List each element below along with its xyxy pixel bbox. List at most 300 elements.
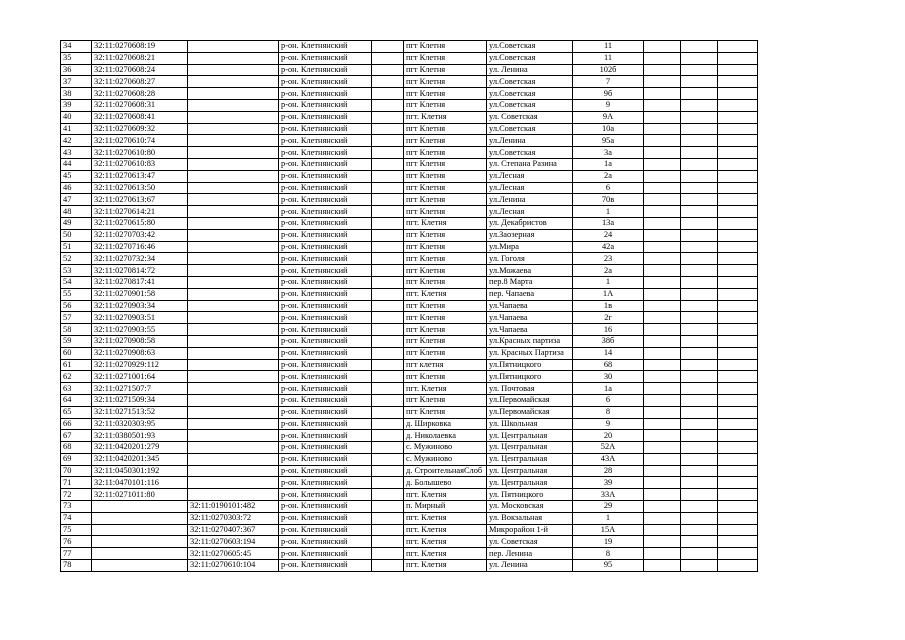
street-cell: ул.Ленина <box>487 135 573 147</box>
row-number-cell: 50 <box>61 229 92 241</box>
house-number-cell: 11 <box>573 41 644 53</box>
table-row <box>61 335 758 347</box>
blank-col-cell <box>372 52 404 64</box>
cadastral-number-alt-cell <box>188 147 279 159</box>
cadastral-number-cell: 32:11:0270615:80 <box>92 217 188 229</box>
extra-col-1-cell <box>644 64 681 76</box>
extra-col-1-cell <box>644 324 681 336</box>
extra-col-1-cell <box>644 206 681 218</box>
house-number-cell: 13а <box>573 217 644 229</box>
cadastral-number-cell: 32:11:0270929:112 <box>92 359 188 371</box>
cadastral-number-alt-cell <box>188 217 279 229</box>
cadastral-number-cell: 32:11:0270613:67 <box>92 194 188 206</box>
street-cell: ул. Почтовая <box>487 383 573 395</box>
table-row <box>61 194 758 206</box>
extra-col-2-cell <box>681 312 718 324</box>
street-cell: пер. Чапаева <box>487 288 573 300</box>
extra-col-1-cell <box>644 158 681 170</box>
table-row <box>61 383 758 395</box>
settlement-cell: пгт клетня <box>404 359 487 371</box>
table-row <box>61 276 758 288</box>
extra-col-1-cell <box>644 335 681 347</box>
table-row <box>61 324 758 336</box>
street-cell: ул.Советская <box>487 99 573 111</box>
row-number-cell: 62 <box>61 371 92 383</box>
cadastral-number-cell: 32:11:0380501:93 <box>92 430 188 442</box>
row-number-cell: 48 <box>61 206 92 218</box>
extra-col-3-cell <box>718 536 758 548</box>
extra-col-2-cell <box>681 135 718 147</box>
row-number-cell: 63 <box>61 383 92 395</box>
table-row <box>61 76 758 88</box>
row-number-cell: 44 <box>61 158 92 170</box>
extra-col-1-cell <box>644 99 681 111</box>
settlement-cell: пгт Клетня <box>404 76 487 88</box>
blank-col-cell <box>372 229 404 241</box>
street-cell: ул. Центральная <box>487 465 573 477</box>
cadastral-number-cell <box>92 548 188 560</box>
blank-col-cell <box>372 524 404 536</box>
district-cell: р-он. Клетнянский <box>279 276 372 288</box>
street-cell: ул. Центральная <box>487 453 573 465</box>
settlement-cell: пгт Клетня <box>404 241 487 253</box>
extra-col-3-cell <box>718 300 758 312</box>
extra-col-2-cell <box>681 371 718 383</box>
street-cell: ул.Чапаева <box>487 312 573 324</box>
settlement-cell: пгт. Клетня <box>404 489 487 501</box>
table-row <box>61 300 758 312</box>
cadastral-number-alt-cell <box>188 453 279 465</box>
cadastral-number-alt-cell: 32:11:0270303:72 <box>188 512 279 524</box>
extra-col-2-cell <box>681 241 718 253</box>
blank-col-cell <box>372 536 404 548</box>
row-number-cell: 40 <box>61 111 92 123</box>
settlement-cell: пгт Клетня <box>404 324 487 336</box>
house-number-cell: 52А <box>573 442 644 454</box>
district-cell: р-он. Клетнянский <box>279 524 372 536</box>
row-number-cell: 45 <box>61 170 92 182</box>
row-number-cell: 55 <box>61 288 92 300</box>
blank-col-cell <box>372 312 404 324</box>
table-row <box>61 288 758 300</box>
cadastral-number-cell: 32:11:0270716:46 <box>92 241 188 253</box>
extra-col-1-cell <box>644 394 681 406</box>
district-cell: р-он. Клетнянский <box>279 300 372 312</box>
settlement-cell: пгт Клетня <box>404 99 487 111</box>
district-cell: р-он. Клетнянский <box>279 406 372 418</box>
extra-col-3-cell <box>718 41 758 53</box>
cadastral-number-cell: 32:11:0270614:21 <box>92 206 188 218</box>
district-cell: р-он. Клетнянский <box>279 194 372 206</box>
extra-col-3-cell <box>718 312 758 324</box>
table-row <box>61 430 758 442</box>
table-row <box>61 560 758 572</box>
blank-col-cell <box>372 442 404 454</box>
settlement-cell: пгт Клетня <box>404 276 487 288</box>
street-cell: ул.Чапаева <box>487 324 573 336</box>
settlement-cell: пгт Клетня <box>404 170 487 182</box>
extra-col-1-cell <box>644 253 681 265</box>
district-cell: р-он. Клетнянский <box>279 88 372 100</box>
street-cell: ул.Первомайская <box>487 394 573 406</box>
table-row <box>61 477 758 489</box>
blank-col-cell <box>372 276 404 288</box>
cadastral-number-alt-cell <box>188 135 279 147</box>
district-cell: р-он. Клетнянский <box>279 76 372 88</box>
extra-col-2-cell <box>681 41 718 53</box>
table-row <box>61 88 758 100</box>
district-cell: р-он. Клетнянский <box>279 335 372 347</box>
street-cell: ул. Вокзальная <box>487 512 573 524</box>
table-row <box>61 442 758 454</box>
extra-col-2-cell <box>681 99 718 111</box>
cadastral-number-cell: 32:11:0270610:74 <box>92 135 188 147</box>
street-cell: ул. Степана Разина <box>487 158 573 170</box>
house-number-cell: 2г <box>573 312 644 324</box>
settlement-cell: пгт Клетня <box>404 335 487 347</box>
table-row <box>61 99 758 111</box>
settlement-cell: пгт Клетня <box>404 158 487 170</box>
street-cell: пер.8 Марта <box>487 276 573 288</box>
street-cell: ул.Пятницкого <box>487 359 573 371</box>
extra-col-2-cell <box>681 76 718 88</box>
house-number-cell: 11 <box>573 52 644 64</box>
cadastral-number-alt-cell <box>188 52 279 64</box>
district-cell: р-он. Клетнянский <box>279 347 372 359</box>
blank-col-cell <box>372 76 404 88</box>
row-number-cell: 68 <box>61 442 92 454</box>
cadastral-number-alt-cell <box>188 347 279 359</box>
settlement-cell: пгт. Клетня <box>404 524 487 536</box>
extra-col-1-cell <box>644 312 681 324</box>
extra-col-2-cell <box>681 489 718 501</box>
street-cell: ул.Пятницкого <box>487 371 573 383</box>
extra-col-2-cell <box>681 182 718 194</box>
extra-col-3-cell <box>718 512 758 524</box>
district-cell: р-он. Клетнянский <box>279 477 372 489</box>
district-cell: р-он. Клетнянский <box>279 229 372 241</box>
row-number-cell: 66 <box>61 418 92 430</box>
cadastral-number-alt-cell <box>188 88 279 100</box>
extra-col-3-cell <box>718 418 758 430</box>
blank-col-cell <box>372 335 404 347</box>
house-number-cell: 29 <box>573 501 644 513</box>
street-cell: ул. Красных Партиза <box>487 347 573 359</box>
extra-col-3-cell <box>718 182 758 194</box>
district-cell: р-он. Клетнянский <box>279 312 372 324</box>
extra-col-2-cell <box>681 206 718 218</box>
district-cell: р-он. Клетнянский <box>279 536 372 548</box>
house-number-cell: 33А <box>573 489 644 501</box>
cadastral-number-alt-cell <box>188 477 279 489</box>
cadastral-number-cell: 32:11:0270608:21 <box>92 52 188 64</box>
district-cell: р-он. Клетнянский <box>279 265 372 277</box>
street-cell: ул. Пятницкого <box>487 489 573 501</box>
cadastral-number-alt-cell <box>188 383 279 395</box>
cadastral-number-alt-cell <box>188 253 279 265</box>
row-number-cell: 47 <box>61 194 92 206</box>
district-cell: р-он. Клетнянский <box>279 465 372 477</box>
row-number-cell: 61 <box>61 359 92 371</box>
extra-col-1-cell <box>644 194 681 206</box>
district-cell: р-он. Клетнянский <box>279 170 372 182</box>
cadastral-number-cell: 32:11:0270608:41 <box>92 111 188 123</box>
street-cell: пер. Ленина <box>487 548 573 560</box>
extra-col-3-cell <box>718 501 758 513</box>
cadastral-number-alt-cell: 32:11:0270605:45 <box>188 548 279 560</box>
blank-col-cell <box>372 217 404 229</box>
blank-col-cell <box>372 111 404 123</box>
cadastral-number-cell: 32:11:0470101:116 <box>92 477 188 489</box>
cadastral-number-cell: 32:11:0270613:50 <box>92 182 188 194</box>
extra-col-3-cell <box>718 241 758 253</box>
district-cell: р-он. Клетнянский <box>279 123 372 135</box>
house-number-cell: 2а <box>573 170 644 182</box>
street-cell: ул. Советская <box>487 536 573 548</box>
settlement-cell: пгт Клетня <box>404 300 487 312</box>
cadastral-number-cell: 32:11:0270610:83 <box>92 158 188 170</box>
blank-col-cell <box>372 88 404 100</box>
house-number-cell: 9А <box>573 111 644 123</box>
cadastral-number-alt-cell <box>188 489 279 501</box>
cadastral-number-alt-cell <box>188 76 279 88</box>
blank-col-cell <box>372 147 404 159</box>
house-number-cell: 95а <box>573 135 644 147</box>
row-number-cell: 65 <box>61 406 92 418</box>
blank-col-cell <box>372 241 404 253</box>
street-cell: ул. Декабристов <box>487 217 573 229</box>
extra-col-2-cell <box>681 465 718 477</box>
cadastral-number-alt-cell <box>188 265 279 277</box>
cadastral-number-cell: 32:11:0320303:95 <box>92 418 188 430</box>
table-row <box>61 123 758 135</box>
settlement-cell: пгт Клетня <box>404 253 487 265</box>
extra-col-1-cell <box>644 41 681 53</box>
cadastral-number-cell: 32:11:0270608:24 <box>92 64 188 76</box>
cadastral-number-alt-cell <box>188 170 279 182</box>
settlement-cell: пгт Клетня <box>404 64 487 76</box>
cadastral-number-alt-cell <box>188 182 279 194</box>
extra-col-2-cell <box>681 359 718 371</box>
settlement-cell: пгт. Клетня <box>404 383 487 395</box>
extra-col-3-cell <box>718 147 758 159</box>
extra-col-1-cell <box>644 453 681 465</box>
extra-col-1-cell <box>644 501 681 513</box>
blank-col-cell <box>372 359 404 371</box>
house-number-cell: 8 <box>573 406 644 418</box>
extra-col-1-cell <box>644 229 681 241</box>
row-number-cell: 73 <box>61 501 92 513</box>
row-number-cell: 41 <box>61 123 92 135</box>
district-cell: р-он. Клетнянский <box>279 288 372 300</box>
extra-col-1-cell <box>644 88 681 100</box>
house-number-cell: 1 <box>573 276 644 288</box>
street-cell: ул. Московская <box>487 501 573 513</box>
house-number-cell: 95 <box>573 560 644 572</box>
extra-col-2-cell <box>681 64 718 76</box>
cadastral-number-cell: 32:11:0270732:34 <box>92 253 188 265</box>
row-number-cell: 72 <box>61 489 92 501</box>
extra-col-2-cell <box>681 324 718 336</box>
street-cell: ул.Мира <box>487 241 573 253</box>
table-row <box>61 512 758 524</box>
extra-col-3-cell <box>718 465 758 477</box>
settlement-cell: пгт Клетня <box>404 135 487 147</box>
extra-col-3-cell <box>718 52 758 64</box>
table-row <box>61 548 758 560</box>
street-cell: ул.Советская <box>487 41 573 53</box>
extra-col-3-cell <box>718 548 758 560</box>
house-number-cell: 102б <box>573 64 644 76</box>
house-number-cell: 24 <box>573 229 644 241</box>
row-number-cell: 35 <box>61 52 92 64</box>
extra-col-3-cell <box>718 99 758 111</box>
cadastral-number-alt-cell <box>188 300 279 312</box>
table-row <box>61 229 758 241</box>
cadastral-number-alt-cell <box>188 430 279 442</box>
street-cell: ул. Гоголя <box>487 253 573 265</box>
blank-col-cell <box>372 123 404 135</box>
extra-col-3-cell <box>718 406 758 418</box>
cadastral-number-cell: 32:11:0270608:19 <box>92 41 188 53</box>
street-cell: ул. Ленина <box>487 64 573 76</box>
extra-col-1-cell <box>644 371 681 383</box>
cadastral-number-alt-cell <box>188 41 279 53</box>
blank-col-cell <box>372 406 404 418</box>
cadastral-number-alt-cell: 32:11:0270603:194 <box>188 536 279 548</box>
blank-col-cell <box>372 371 404 383</box>
cadastral-number-cell: 32:11:0270908:58 <box>92 335 188 347</box>
row-number-cell: 52 <box>61 253 92 265</box>
house-number-cell: 9 <box>573 99 644 111</box>
extra-col-2-cell <box>681 536 718 548</box>
cadastral-number-cell: 32:11:0270903:55 <box>92 324 188 336</box>
extra-col-3-cell <box>718 194 758 206</box>
district-cell: р-он. Клетнянский <box>279 206 372 218</box>
extra-col-2-cell <box>681 501 718 513</box>
cadastral-number-cell: 32:11:0270608:27 <box>92 76 188 88</box>
district-cell: р-он. Клетнянский <box>279 430 372 442</box>
table-row <box>61 501 758 513</box>
blank-col-cell <box>372 383 404 395</box>
district-cell: р-он. Клетнянский <box>279 182 372 194</box>
blank-col-cell <box>372 394 404 406</box>
blank-col-cell <box>372 64 404 76</box>
extra-col-2-cell <box>681 147 718 159</box>
cadastral-number-cell: 32:11:0450301:192 <box>92 465 188 477</box>
extra-col-1-cell <box>644 52 681 64</box>
blank-col-cell <box>372 324 404 336</box>
blank-col-cell <box>372 300 404 312</box>
cadastral-number-cell: 32:11:0270610:80 <box>92 147 188 159</box>
blank-col-cell <box>372 206 404 218</box>
row-number-cell: 69 <box>61 453 92 465</box>
extra-col-1-cell <box>644 182 681 194</box>
table-row <box>61 206 758 218</box>
extra-col-1-cell <box>644 76 681 88</box>
extra-col-2-cell <box>681 524 718 536</box>
extra-col-3-cell <box>718 253 758 265</box>
table-row <box>61 524 758 536</box>
cadastral-number-alt-cell <box>188 406 279 418</box>
settlement-cell: пгт Клетня <box>404 394 487 406</box>
row-number-cell: 42 <box>61 135 92 147</box>
row-number-cell: 64 <box>61 394 92 406</box>
district-cell: р-он. Клетнянский <box>279 442 372 454</box>
table-row <box>61 182 758 194</box>
cadastral-number-cell <box>92 536 188 548</box>
extra-col-3-cell <box>718 335 758 347</box>
settlement-cell: пгт Клетня <box>404 206 487 218</box>
house-number-cell: 2а <box>573 265 644 277</box>
district-cell: р-он. Клетнянский <box>279 64 372 76</box>
extra-col-3-cell <box>718 524 758 536</box>
district-cell: р-он. Клетнянский <box>279 371 372 383</box>
house-number-cell: 1в <box>573 300 644 312</box>
extra-col-2-cell <box>681 477 718 489</box>
table-row <box>61 489 758 501</box>
extra-col-2-cell <box>681 276 718 288</box>
extra-col-2-cell <box>681 347 718 359</box>
extra-col-1-cell <box>644 465 681 477</box>
extra-col-1-cell <box>644 241 681 253</box>
row-number-cell: 43 <box>61 147 92 159</box>
settlement-cell: д. Николаевка <box>404 430 487 442</box>
cadastral-number-alt-cell <box>188 442 279 454</box>
row-number-cell: 75 <box>61 524 92 536</box>
table-row <box>61 253 758 265</box>
extra-col-3-cell <box>718 76 758 88</box>
street-cell: ул. Ленина <box>487 560 573 572</box>
extra-col-2-cell <box>681 52 718 64</box>
cadastral-number-alt-cell <box>188 206 279 218</box>
extra-col-2-cell <box>681 383 718 395</box>
extra-col-2-cell <box>681 265 718 277</box>
row-number-cell: 49 <box>61 217 92 229</box>
extra-col-1-cell <box>644 418 681 430</box>
district-cell: р-он. Клетнянский <box>279 548 372 560</box>
extra-col-3-cell <box>718 453 758 465</box>
cadastral-number-alt-cell <box>188 64 279 76</box>
cadastral-number-alt-cell <box>188 288 279 300</box>
extra-col-2-cell <box>681 394 718 406</box>
table-row <box>61 64 758 76</box>
table-row <box>61 465 758 477</box>
table-row <box>61 41 758 53</box>
district-cell: р-он. Клетнянский <box>279 99 372 111</box>
cadastral-number-alt-cell <box>188 335 279 347</box>
street-cell: ул.Советская <box>487 52 573 64</box>
extra-col-3-cell <box>718 158 758 170</box>
street-cell: ул.Советская <box>487 147 573 159</box>
settlement-cell: пгт Клетня <box>404 406 487 418</box>
cadastral-number-alt-cell <box>188 229 279 241</box>
extra-col-3-cell <box>718 206 758 218</box>
settlement-cell: д. Болышево <box>404 477 487 489</box>
extra-col-2-cell <box>681 229 718 241</box>
cadastral-number-alt-cell <box>188 123 279 135</box>
cadastral-number-cell: 32:11:0270901:58 <box>92 288 188 300</box>
district-cell: р-он. Клетнянский <box>279 383 372 395</box>
cadastral-number-alt-cell <box>188 158 279 170</box>
cadastral-number-cell: 32:11:0270608:31 <box>92 99 188 111</box>
house-number-cell: 6 <box>573 394 644 406</box>
row-number-cell: 60 <box>61 347 92 359</box>
house-number-cell: 70в <box>573 194 644 206</box>
extra-col-3-cell <box>718 347 758 359</box>
street-cell: ул.Советская <box>487 76 573 88</box>
street-cell: ул.Лесная <box>487 182 573 194</box>
